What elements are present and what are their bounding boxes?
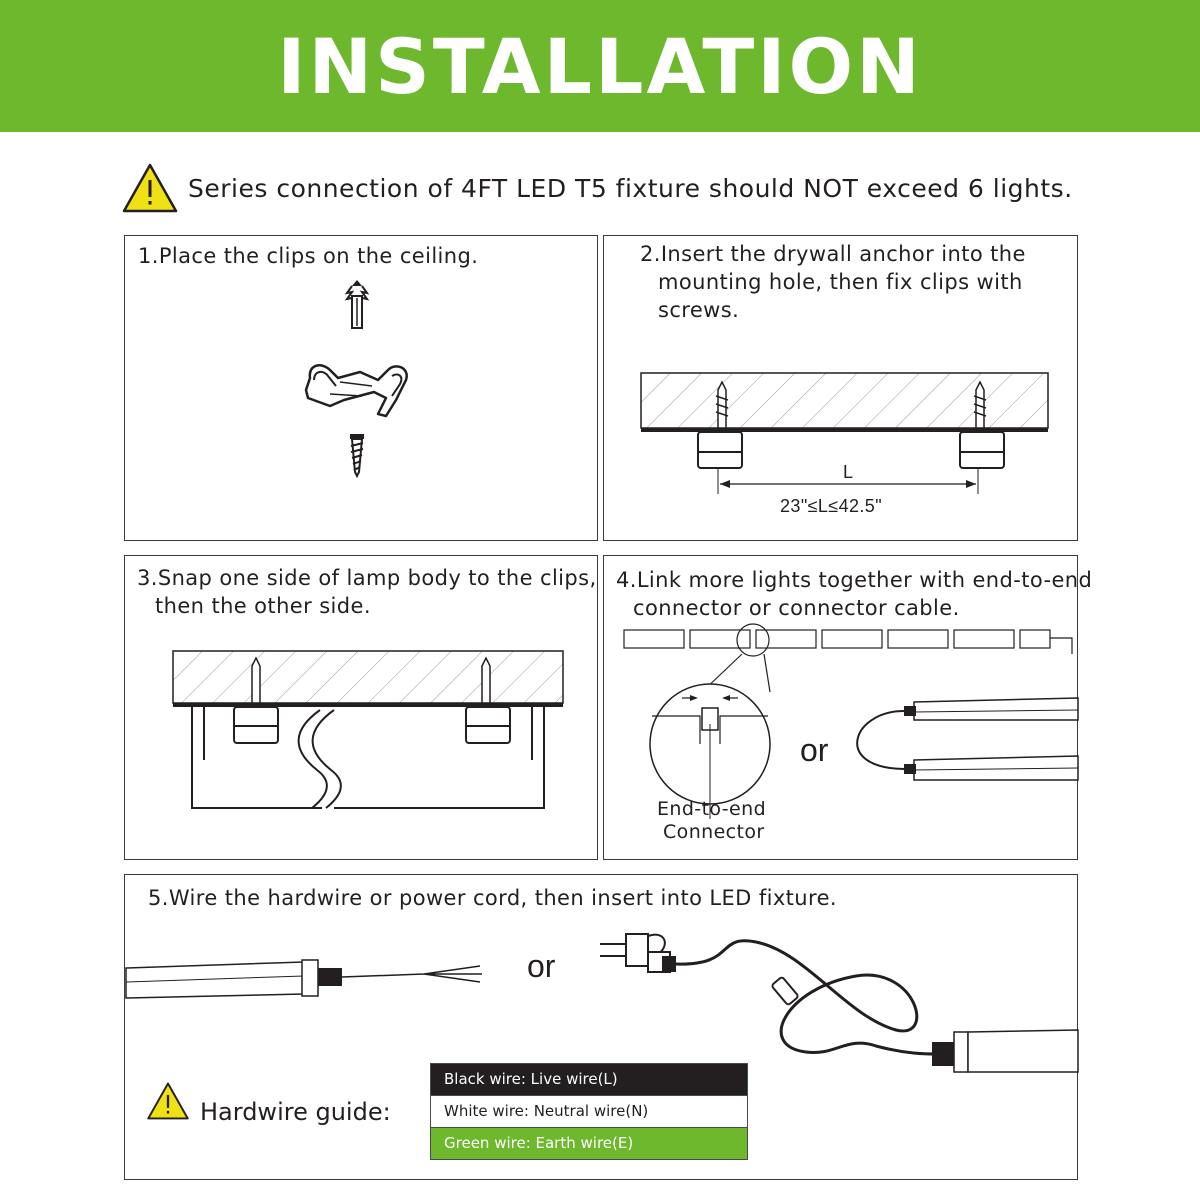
step-1-text: 1.Place the clips on the ceiling. — [138, 244, 479, 268]
step-3-text-line-2: then the other side. — [155, 594, 371, 618]
clip-right — [960, 432, 1004, 468]
wire-color-table — [430, 1063, 748, 1160]
step-5-text: 5.Wire the hardwire or power cord, then insert into LED fixture. — [148, 886, 837, 910]
step-2-text-line-1: 2.Insert the drywall anchor into the — [640, 242, 1026, 266]
step-2-text-line-2: mounting hole, then fix clips with — [658, 270, 1023, 294]
drywall-anchor-icon — [340, 278, 374, 330]
warning-notice — [122, 163, 1073, 213]
power-cord-diagram — [596, 926, 1080, 1072]
step-4-or-label: or — [800, 732, 829, 768]
warning-triangle-icon — [122, 163, 178, 213]
hardwire-fixture-diagram — [124, 958, 494, 1006]
guide-warning-triangle-icon — [146, 1082, 190, 1120]
dimension-label: L — [843, 462, 854, 482]
wire-row-live: Black wire: Live wire(L) — [431, 1064, 747, 1095]
warning-text: Series connection of 4FT LED T5 fixture should NOT exceed 6 lights. — [188, 173, 1073, 203]
lamp-snap-diagram — [172, 650, 564, 810]
screw-icon — [346, 432, 368, 478]
connector-label-line-2: Connector — [663, 821, 765, 843]
connector-label-line-1: End-to-end — [657, 798, 767, 820]
step-4-text-line-1: 4.Link more lights together with end-to-end — [616, 568, 1093, 592]
mounting-clip-icon — [300, 358, 415, 420]
connector-cable-diagram — [842, 694, 1080, 790]
step-5-or-label: or — [527, 948, 556, 984]
step-4-text-line-2: connector or connector cable. — [633, 596, 960, 620]
dimension-range: 23"≤L≤42.5" — [780, 496, 883, 516]
wire-row-neutral: White wire: Neutral wire(N) — [431, 1095, 747, 1128]
step-2-text-line-3: screws. — [658, 298, 740, 322]
step-3-text-line-1: 3.Snap one side of lamp body to the clips, — [137, 566, 597, 590]
header-banner — [0, 0, 1200, 132]
hardwire-guide-title: Hardwire guide: — [200, 1098, 391, 1126]
page-title: INSTALLATION — [277, 21, 923, 111]
wire-row-earth: Green wire: Earth wire(E) — [431, 1128, 747, 1159]
clip-left — [698, 432, 742, 468]
